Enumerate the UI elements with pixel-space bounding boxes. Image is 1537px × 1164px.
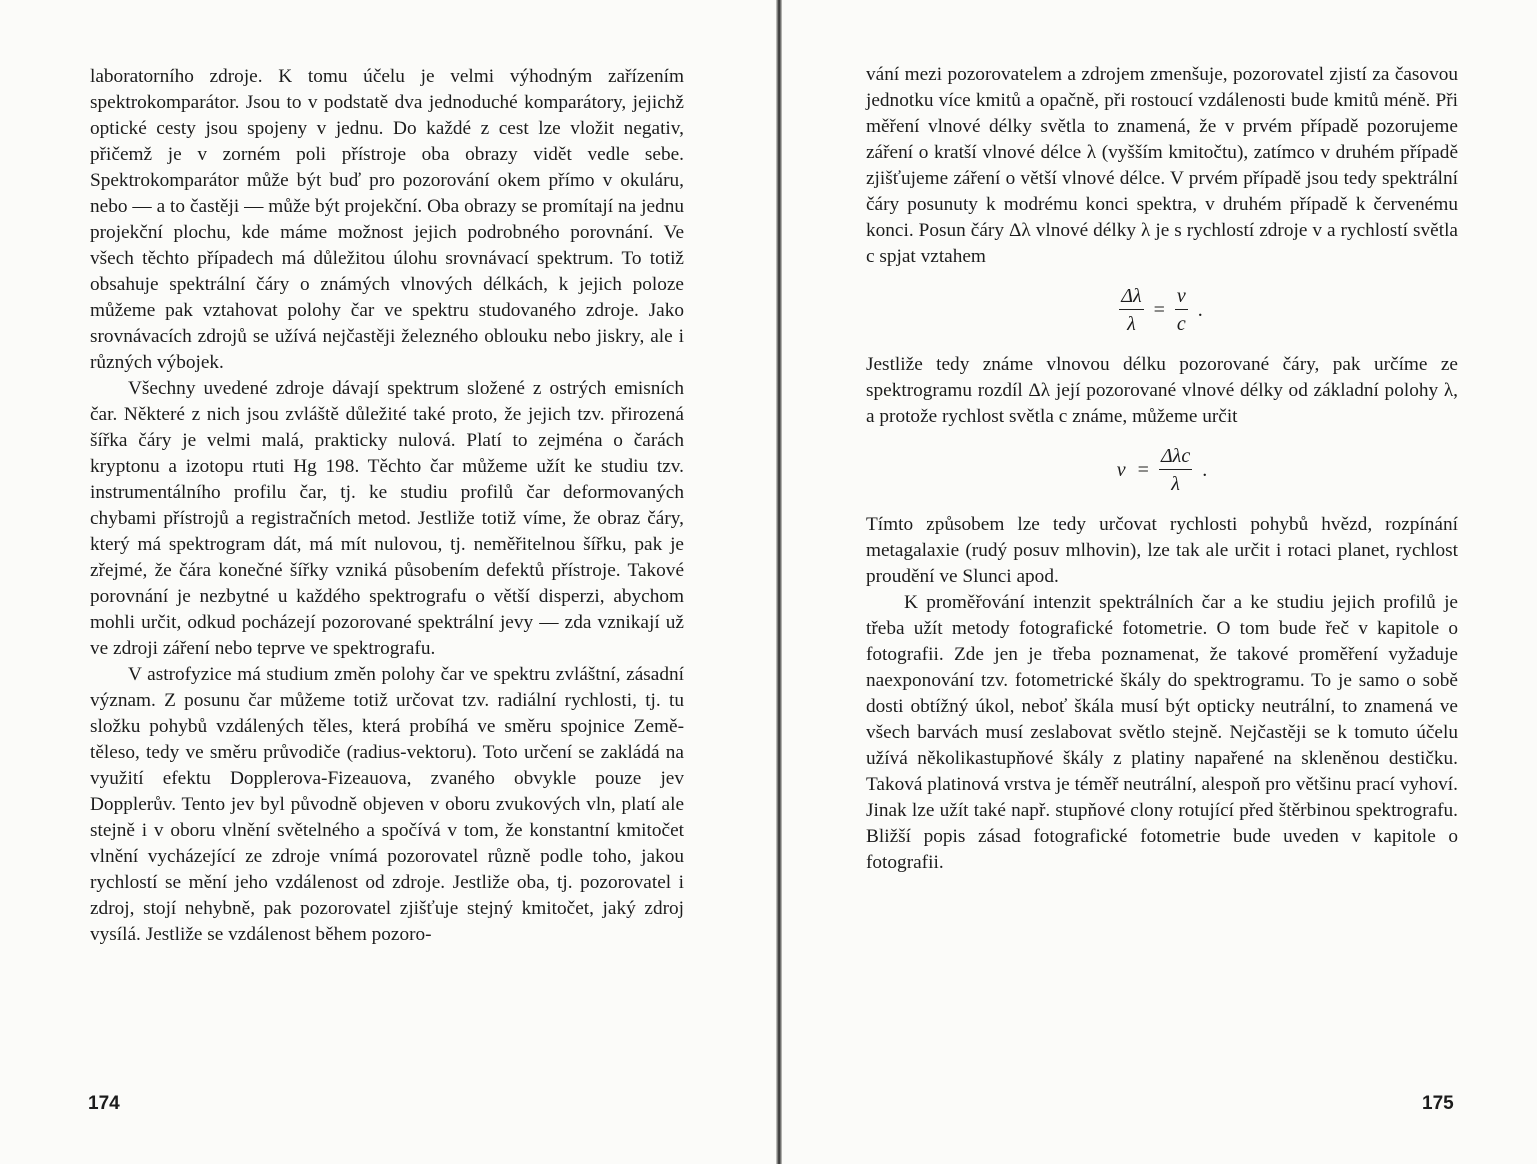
- denominator: [1177, 310, 1186, 338]
- fraction: [1175, 283, 1188, 338]
- formula-symbol: v: [1116, 459, 1126, 481]
- denominator: [1127, 310, 1136, 338]
- formula-symbol: c: [1176, 312, 1186, 335]
- right-page-text: [866, 62, 1458, 876]
- denominator: [1171, 470, 1180, 498]
- paragraph: V astrofyzice má studium změn polohy čar ve spektru zvláštní, zásadní význam. Z posunu čar můžeme totiž určovat tzv. radiální rychlosti, tj. tu složku pohybů vzdálených těles, která probíhá ve směru spojnice Země-těleso, tedy ve směru průvodiče (radius-vektoru). Toto určení se zakládá na využití efektu Dopplerova-Fizeauova, zvaného obvykle pouze jev Dopplerův. Tento jev byl původně objeven v oboru zvukových vln, platí ale stejně i v oboru vlnění světelného a spočívá v tom, že konstantní kmitočet vlnění vycházející ze zdroje vnímá pozorovatel různě podle toho, jakou rychlostí se mění jeho vzdálenost od zdroje. Jestliže oba, tj. pozorovatel i zdroj, stojí nehybně, pak pozorovatel zjišťuje stejný kmitočet, jaký zdroj vysílá. Jestliže se vzdálenost během pozoro-: [90, 664, 684, 945]
- numerator: [1159, 443, 1192, 470]
- formula-symbol: Δλc: [1160, 444, 1191, 467]
- paragraph: Všechny uvedené zdroje dávají spektrum složené z ostrých emisních čar. Některé z nich jsou zvláště důležité také proto, že jejich tzv. přirozená šířka čáry je velmi malá, prakticky nulová. Platí to zejména o čarách kryptonu a izotopu rtuti Hg 198. Těchto čar můžeme užít ke studiu tzv. instrumentálního profilu čar, tj. ke studiu profilů čar deformovaných chybami přístrojů a registračních metod. Jestliže totiž víme, že obraz čáry, který má spektrogram dát, má mít nulovou, tj. neměřitelnou šířku, pak je zřejmé, že čára konečné šířky vzniká působením defektů přístroje. Takové porovnání je nezbytné u každého spektrografu o větší disperzi, abychom mohli určit, odkud pocházejí pozorované spektrální jevy — zda vznikají už ve zdroji záření nebo teprve ve spektrografu.: [90, 378, 684, 659]
- fraction: [1159, 443, 1192, 498]
- paragraph: Jestliže tedy známe vlnovou délku pozorované čáry, pak určíme ze spektrogramu rozdíl Δλ její pozorované vlnové délky od základní polohy λ, a protože rychlost světla c známe, můžeme určit: [866, 354, 1458, 427]
- equals-sign: =: [1137, 459, 1149, 481]
- formula-symbol: λ: [1171, 472, 1180, 495]
- page-number: 174: [88, 1093, 120, 1114]
- equals-sign: =: [1153, 299, 1165, 321]
- right-page: [782, 0, 1537, 1164]
- fraction: [1119, 283, 1143, 338]
- page-number: 175: [1422, 1093, 1454, 1114]
- paragraph: K proměřování intenzit spektrálních čar a ke studiu jejich profilů je třeba užít metody fotografické fotometrie. O tom bude řeč v kapitole o fotografii. Zde jen je třeba poznamenat, že takové proměření vyžaduje naexponování tzv. fotometrické škály do spektrogramu. To je samo o sobě dosti obtížný úkol, neboť škála musí být opticky neutrální, to znamená ve všech barvách musí zeslabovat světlo stejně. Nejčastěji se k tomuto účelu užívá několikastupňové škály z platiny napařené na skleněnou destičku. Taková platinová vrstva je téměř neutrální, alespoň pro většinu prací vyhoví. Jinak lze užít také např. stupňové clony rotující před štěrbinou spektrografu. Bližší popis zásad fotografické fotometrie bude uveden v kapitole o fotografii.: [866, 592, 1458, 873]
- formula-symbol: v: [1176, 284, 1186, 307]
- doppler-formula: [866, 272, 1458, 348]
- formula-lhs: [1117, 457, 1126, 483]
- formula-symbol: λ: [1127, 312, 1136, 335]
- formula-period: .: [1202, 459, 1208, 481]
- paragraph: laboratorního zdroje. K tomu účelu je velmi výhodným zařízením spektrokomparátor. Jsou to v podstatě dva jednoduché komparátory, jejichž optické cesty jsou spojeny v jednu. Do každé z cest lze vložit negativ, přičemž je v zorném poli přístroje oba obrazy vidět vedle sebe. Spektrokomparátor může být buď pro pozorování okem přímo v okuláru, nebo — a to častěji — může být projekční. Oba obrazy se promítají na jednu projekční plochu, kde máme možnost jejich podrobného porovnání. Ve všech těchto případech má důležitou úlohu srovnávací spektrum. To totiž obsahuje spektrální čáry o známých vlnových délkách, k jejich poloze můžeme pak vztahovat polohy čar ve spektru studovaného zdroje. Jako srovnávacích zdrojů se užívá nejčastěji železného oblouku nebo jiskry, ale i různých výbojek.: [90, 66, 684, 373]
- paragraph: vání mezi pozorovatelem a zdrojem zmenšuje, pozorovatel zjistí za časovou jednotku více kmitů a opačně, při rostoucí vzdálenosti bude kmitů méně. Při měření vlnové délky světla to znamená, že v prvém případě pozorujeme záření o kratší vlnové délce λ (vyšším kmitočtu), zatímco v druhém případě zjišťujeme záření o větší vlnové délce. V prvém případě jsou tedy spektrální čáry posunuty k modrému konci spektra, v druhém případě k červenému konci. Posun čáry Δλ vlnové délky λ je s rychlostí zdroje v a rychlostí světla c spjat vztahem: [866, 64, 1458, 267]
- numerator: [1175, 283, 1188, 310]
- numerator: [1119, 283, 1143, 310]
- velocity-formula: [866, 432, 1458, 508]
- formula-symbol: Δλ: [1121, 284, 1142, 307]
- formula-period: .: [1197, 299, 1203, 321]
- left-page-text: [90, 64, 684, 948]
- paragraph: Tímto způsobem lze tedy určovat rychlosti pohybů hvězd, rozpínání metagalaxie (rudý posuv mlhovin), lze tak ale určit i rotaci planet, rychlost proudění ve Slunci apod.: [866, 514, 1458, 587]
